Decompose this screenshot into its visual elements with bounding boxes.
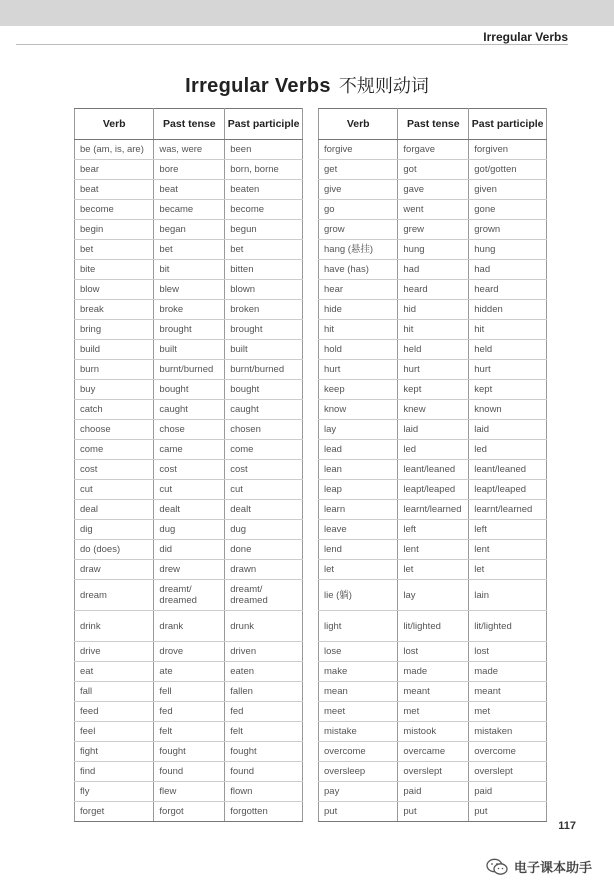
verb-cell: blow: [75, 280, 154, 300]
table-row: [319, 722, 547, 742]
past-participle-cell: overcome: [469, 742, 547, 762]
verb-cell: begin: [75, 220, 154, 240]
past-tense-cell: cut: [154, 480, 225, 500]
table-row: [319, 180, 547, 200]
table-header-row: [319, 109, 547, 140]
past-tense-cell: cost: [154, 460, 225, 480]
past-tense-cell: bet: [154, 240, 225, 260]
verb-cell: choose: [75, 420, 154, 440]
past-tense-cell: went: [398, 200, 469, 220]
past-participle-cell: forgiven: [469, 140, 547, 160]
past-participle-cell: come: [225, 440, 303, 460]
past-participle-cell: begun: [225, 220, 303, 240]
table-row: [75, 480, 303, 500]
past-tense-cell: built: [154, 340, 225, 360]
past-tense-cell: fought: [154, 742, 225, 762]
wechat-icon: [486, 858, 508, 876]
verb-cell: beat: [75, 180, 154, 200]
past-tense-cell: knew: [398, 400, 469, 420]
past-participle-cell: dreamt/ dreamed: [225, 580, 303, 611]
verb-cell: make: [319, 662, 398, 682]
past-participle-cell: blown: [225, 280, 303, 300]
past-tense-cell: flew: [154, 782, 225, 802]
header-rule: [16, 44, 568, 45]
past-participle-cell: eaten: [225, 662, 303, 682]
past-participle-cell: dug: [225, 520, 303, 540]
past-participle-cell: mistaken: [469, 722, 547, 742]
past-tense-cell: did: [154, 540, 225, 560]
past-participle-cell: brought: [225, 320, 303, 340]
column-header-verb: Verb: [75, 109, 154, 140]
past-tense-cell: lent: [398, 540, 469, 560]
verb-cell: lean: [319, 460, 398, 480]
table-row: [75, 300, 303, 320]
verb-cell: come: [75, 440, 154, 460]
past-participle-cell: hit: [469, 320, 547, 340]
past-tense-cell: leapt/leaped: [398, 480, 469, 500]
past-participle-cell: fed: [225, 702, 303, 722]
table-row: [319, 440, 547, 460]
table-row: [319, 460, 547, 480]
past-participle-cell: fought: [225, 742, 303, 762]
table-row: [75, 520, 303, 540]
column-header-verb: Verb: [319, 109, 398, 140]
past-tense-cell: let: [398, 560, 469, 580]
verb-cell: lend: [319, 540, 398, 560]
past-tense-cell: ate: [154, 662, 225, 682]
past-participle-cell: grown: [469, 220, 547, 240]
verb-cell: fall: [75, 682, 154, 702]
table-row: [75, 560, 303, 580]
column-header-past-tense: Past tense: [154, 109, 225, 140]
top-band: [0, 0, 614, 26]
past-participle-cell: born, borne: [225, 160, 303, 180]
table-row: [319, 662, 547, 682]
verb-cell: be (am, is, are): [75, 140, 154, 160]
verb-cell: find: [75, 762, 154, 782]
table-row: [319, 320, 547, 340]
past-participle-cell: cut: [225, 480, 303, 500]
table-row: [319, 400, 547, 420]
verb-cell: bite: [75, 260, 154, 280]
past-tense-cell: held: [398, 340, 469, 360]
verb-cell: fight: [75, 742, 154, 762]
verb-cell: bet: [75, 240, 154, 260]
verb-cell: dream: [75, 580, 154, 611]
verb-cell: do (does): [75, 540, 154, 560]
verb-cell: have (has): [319, 260, 398, 280]
table-row: [75, 420, 303, 440]
section-header: Irregular Verbs: [483, 30, 568, 44]
table-row: [75, 400, 303, 420]
past-tense-cell: heard: [398, 280, 469, 300]
past-participle-cell: leapt/leaped: [469, 480, 547, 500]
table-row: [319, 580, 547, 611]
table-row: [319, 220, 547, 240]
past-tense-cell: forgot: [154, 802, 225, 822]
verb-cell: put: [319, 802, 398, 822]
table-row: [75, 682, 303, 702]
verb-cell: forget: [75, 802, 154, 822]
past-participle-cell: made: [469, 662, 547, 682]
past-tense-cell: drew: [154, 560, 225, 580]
past-participle-cell: given: [469, 180, 547, 200]
verb-cell: deal: [75, 500, 154, 520]
past-tense-cell: made: [398, 662, 469, 682]
page-number: 117: [558, 820, 576, 832]
past-tense-cell: hurt: [398, 360, 469, 380]
verb-cell: give: [319, 180, 398, 200]
past-tense-cell: laid: [398, 420, 469, 440]
table-row: [319, 360, 547, 380]
past-participle-cell: burnt/burned: [225, 360, 303, 380]
verb-cell: know: [319, 400, 398, 420]
past-tense-cell: mistook: [398, 722, 469, 742]
past-participle-cell: become: [225, 200, 303, 220]
past-participle-cell: overslept: [469, 762, 547, 782]
past-tense-cell: had: [398, 260, 469, 280]
table-row: [75, 662, 303, 682]
past-participle-cell: caught: [225, 400, 303, 420]
verb-cell: cost: [75, 460, 154, 480]
past-participle-cell: held: [469, 340, 547, 360]
verb-cell: go: [319, 200, 398, 220]
table-row: [319, 520, 547, 540]
verb-cell: pay: [319, 782, 398, 802]
past-tense-cell: felt: [154, 722, 225, 742]
past-tense-cell: began: [154, 220, 225, 240]
table-row: [75, 722, 303, 742]
past-participle-cell: found: [225, 762, 303, 782]
past-participle-cell: cost: [225, 460, 303, 480]
table-row: [319, 540, 547, 560]
past-tense-cell: hit: [398, 320, 469, 340]
verb-cell: cut: [75, 480, 154, 500]
past-tense-cell: found: [154, 762, 225, 782]
past-tense-cell: caught: [154, 400, 225, 420]
past-participle-cell: gone: [469, 200, 547, 220]
table-row: [319, 480, 547, 500]
verb-cell: hear: [319, 280, 398, 300]
past-participle-cell: led: [469, 440, 547, 460]
table-row: [75, 611, 303, 642]
past-tense-cell: dreamt/ dreamed: [154, 580, 225, 611]
past-participle-cell: fallen: [225, 682, 303, 702]
past-participle-cell: lain: [469, 580, 547, 611]
table-row: [319, 380, 547, 400]
past-tense-cell: came: [154, 440, 225, 460]
past-participle-cell: put: [469, 802, 547, 822]
past-tense-cell: gave: [398, 180, 469, 200]
past-tense-cell: was, were: [154, 140, 225, 160]
past-tense-cell: bought: [154, 380, 225, 400]
table-row: [319, 340, 547, 360]
past-tense-cell: lit/lighted: [398, 611, 469, 642]
table-row: [319, 140, 547, 160]
past-participle-cell: lent: [469, 540, 547, 560]
past-participle-cell: hung: [469, 240, 547, 260]
column-header-past-participle: Past participle: [469, 109, 547, 140]
past-participle-cell: paid: [469, 782, 547, 802]
table-row: [75, 762, 303, 782]
table-row: [319, 500, 547, 520]
verb-cell: drive: [75, 642, 154, 662]
column-header-past-tense: Past tense: [398, 109, 469, 140]
table-row: [319, 280, 547, 300]
verb-cell: buy: [75, 380, 154, 400]
past-participle-cell: built: [225, 340, 303, 360]
verb-cell: lie (躺): [319, 580, 398, 611]
past-tense-cell: lay: [398, 580, 469, 611]
page-title-zh: 不规则动词: [338, 76, 429, 96]
verb-cell: keep: [319, 380, 398, 400]
past-tense-cell: broke: [154, 300, 225, 320]
past-tense-cell: fed: [154, 702, 225, 722]
table-row: [319, 420, 547, 440]
past-participle-cell: left: [469, 520, 547, 540]
table-row: [75, 782, 303, 802]
table-row: [75, 240, 303, 260]
verb-cell: bring: [75, 320, 154, 340]
past-tense-cell: got: [398, 160, 469, 180]
table-row: [75, 200, 303, 220]
past-tense-cell: grew: [398, 220, 469, 240]
past-participle-cell: kept: [469, 380, 547, 400]
past-tense-cell: hid: [398, 300, 469, 320]
verb-cell: grow: [319, 220, 398, 240]
verb-cell: oversleep: [319, 762, 398, 782]
past-participle-cell: chosen: [225, 420, 303, 440]
table-row: [75, 180, 303, 200]
table-row: [319, 742, 547, 762]
verb-cell: learn: [319, 500, 398, 520]
watermark-text: 电子课本助手: [513, 860, 592, 875]
verb-cell: burn: [75, 360, 154, 380]
verb-cell: become: [75, 200, 154, 220]
past-tense-cell: fell: [154, 682, 225, 702]
past-participle-cell: flown: [225, 782, 303, 802]
verb-table-left: [74, 108, 303, 822]
verb-cell: mistake: [319, 722, 398, 742]
past-tense-cell: drank: [154, 611, 225, 642]
table-row: [75, 642, 303, 662]
past-participle-cell: leant/leaned: [469, 460, 547, 480]
past-participle-cell: learnt/learned: [469, 500, 547, 520]
table-row: [75, 380, 303, 400]
past-participle-cell: lit/lighted: [469, 611, 547, 642]
past-participle-cell: bitten: [225, 260, 303, 280]
verb-cell: eat: [75, 662, 154, 682]
past-participle-cell: let: [469, 560, 547, 580]
past-tense-cell: met: [398, 702, 469, 722]
table-row: [75, 702, 303, 722]
table-row: [75, 160, 303, 180]
table-row: [75, 140, 303, 160]
table-row: [319, 682, 547, 702]
past-tense-cell: put: [398, 802, 469, 822]
past-tense-cell: bit: [154, 260, 225, 280]
past-tense-cell: paid: [398, 782, 469, 802]
verb-cell: mean: [319, 682, 398, 702]
past-tense-cell: overcame: [398, 742, 469, 762]
verb-cell: build: [75, 340, 154, 360]
verb-cell: hold: [319, 340, 398, 360]
table-row: [75, 340, 303, 360]
verb-cell: feed: [75, 702, 154, 722]
past-tense-cell: bore: [154, 160, 225, 180]
verb-cell: lay: [319, 420, 398, 440]
past-tense-cell: dealt: [154, 500, 225, 520]
past-tense-cell: became: [154, 200, 225, 220]
past-participle-cell: drunk: [225, 611, 303, 642]
past-participle-cell: hidden: [469, 300, 547, 320]
past-tense-cell: meant: [398, 682, 469, 702]
verb-cell: hide: [319, 300, 398, 320]
verb-cell: let: [319, 560, 398, 580]
table-row: [319, 200, 547, 220]
past-tense-cell: drove: [154, 642, 225, 662]
past-tense-cell: dug: [154, 520, 225, 540]
past-tense-cell: learnt/learned: [398, 500, 469, 520]
past-participle-cell: felt: [225, 722, 303, 742]
past-participle-cell: broken: [225, 300, 303, 320]
verb-cell: hurt: [319, 360, 398, 380]
verb-cell: break: [75, 300, 154, 320]
past-tense-cell: overslept: [398, 762, 469, 782]
table-row: [319, 702, 547, 722]
past-tense-cell: leant/leaned: [398, 460, 469, 480]
verb-cell: catch: [75, 400, 154, 420]
verb-cell: dig: [75, 520, 154, 540]
verb-cell: lose: [319, 642, 398, 662]
verb-cell: bear: [75, 160, 154, 180]
past-tense-cell: hung: [398, 240, 469, 260]
table-row: [75, 580, 303, 611]
verb-table-right: [318, 108, 547, 822]
table-row: [75, 360, 303, 380]
table-row: [75, 320, 303, 340]
past-participle-cell: met: [469, 702, 547, 722]
past-participle-cell: laid: [469, 420, 547, 440]
table-row: [319, 642, 547, 662]
past-participle-cell: bet: [225, 240, 303, 260]
table-row: [319, 160, 547, 180]
page-title-en: Irregular Verbs: [185, 75, 331, 97]
table-row: [319, 300, 547, 320]
verb-cell: hit: [319, 320, 398, 340]
table-row: [319, 260, 547, 280]
past-participle-cell: forgotten: [225, 802, 303, 822]
table-header-row: [75, 109, 303, 140]
past-participle-cell: got/gotten: [469, 160, 547, 180]
past-tense-cell: blew: [154, 280, 225, 300]
table-row: [75, 500, 303, 520]
verb-cell: meet: [319, 702, 398, 722]
past-participle-cell: done: [225, 540, 303, 560]
past-tense-cell: kept: [398, 380, 469, 400]
verb-cell: drink: [75, 611, 154, 642]
verb-cell: light: [319, 611, 398, 642]
past-tense-cell: forgave: [398, 140, 469, 160]
table-row: [319, 782, 547, 802]
table-row: [319, 240, 547, 260]
past-participle-cell: heard: [469, 280, 547, 300]
past-tense-cell: left: [398, 520, 469, 540]
past-participle-cell: bought: [225, 380, 303, 400]
watermark: [486, 857, 592, 876]
past-participle-cell: been: [225, 140, 303, 160]
past-participle-cell: had: [469, 260, 547, 280]
table-row: [319, 802, 547, 822]
table-row: [75, 440, 303, 460]
table-row: [75, 220, 303, 240]
verb-cell: leap: [319, 480, 398, 500]
table-row: [75, 460, 303, 480]
verb-cell: leave: [319, 520, 398, 540]
past-participle-cell: dealt: [225, 500, 303, 520]
past-participle-cell: drawn: [225, 560, 303, 580]
past-tense-cell: brought: [154, 320, 225, 340]
table-row: [319, 560, 547, 580]
past-tense-cell: chose: [154, 420, 225, 440]
table-row: [319, 611, 547, 642]
table-row: [75, 280, 303, 300]
verb-cell: feel: [75, 722, 154, 742]
past-participle-cell: lost: [469, 642, 547, 662]
table-row: [75, 802, 303, 822]
past-tense-cell: lost: [398, 642, 469, 662]
verb-cell: forgive: [319, 140, 398, 160]
table-row: [75, 540, 303, 560]
verb-cell: get: [319, 160, 398, 180]
past-tense-cell: led: [398, 440, 469, 460]
column-header-past-participle: Past participle: [225, 109, 303, 140]
past-participle-cell: hurt: [469, 360, 547, 380]
past-tense-cell: beat: [154, 180, 225, 200]
table-row: [75, 260, 303, 280]
past-tense-cell: burnt/burned: [154, 360, 225, 380]
past-participle-cell: driven: [225, 642, 303, 662]
verb-cell: fly: [75, 782, 154, 802]
verb-cell: lead: [319, 440, 398, 460]
table-row: [75, 742, 303, 762]
verb-cell: draw: [75, 560, 154, 580]
verb-cell: hang (悬挂): [319, 240, 398, 260]
page-title: [0, 72, 614, 98]
past-participle-cell: known: [469, 400, 547, 420]
past-participle-cell: beaten: [225, 180, 303, 200]
verb-cell: overcome: [319, 742, 398, 762]
table-row: [319, 762, 547, 782]
past-participle-cell: meant: [469, 682, 547, 702]
